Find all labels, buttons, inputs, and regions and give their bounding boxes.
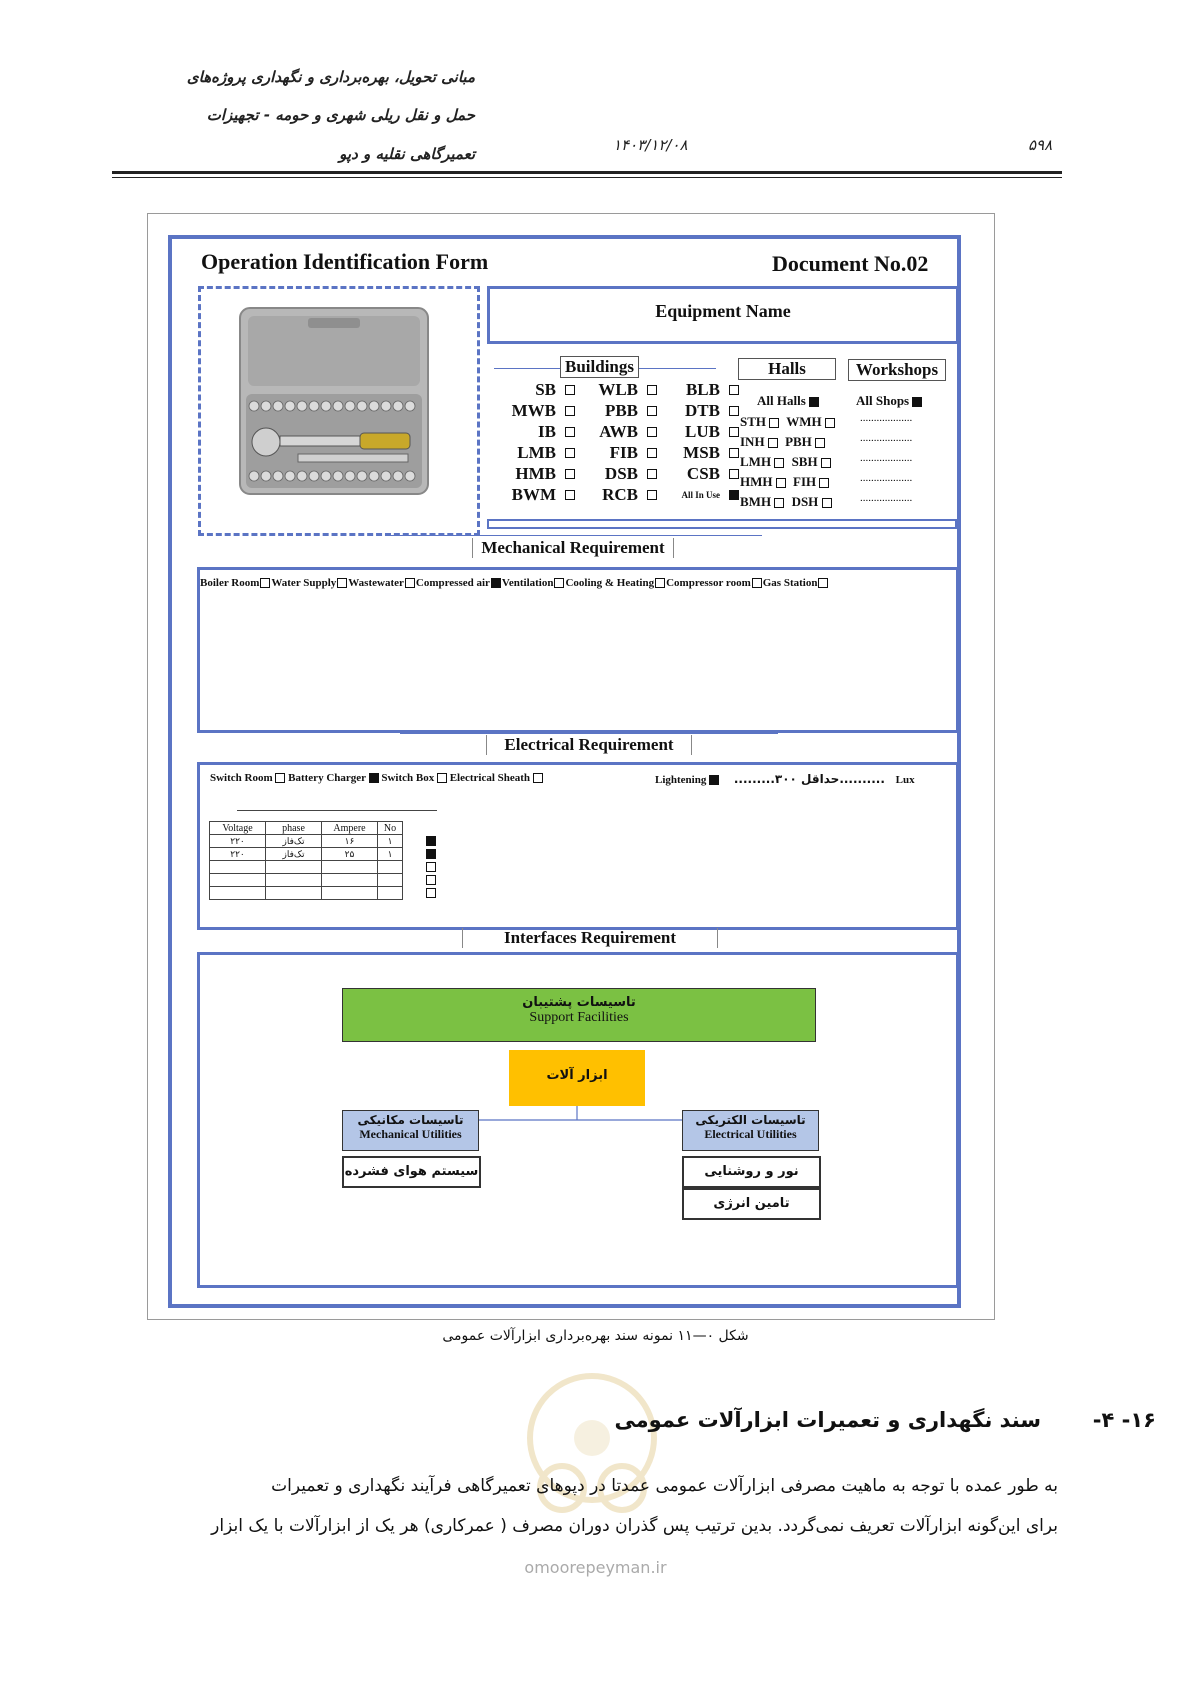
buildings-row	[493, 464, 739, 484]
page-number: ۵۹۸	[1028, 136, 1053, 154]
hall-checkbox[interactable]	[774, 498, 784, 508]
all-shops-label: All Shops	[856, 393, 910, 408]
table-cell: تک‌فاز	[266, 835, 322, 848]
lux-label: Lux	[895, 774, 915, 786]
table-cell	[322, 874, 378, 887]
mechanical-utilities-box	[342, 1110, 479, 1151]
body-paragraph	[112, 1466, 1058, 1546]
mechanical-title-line	[388, 535, 762, 536]
building-checkbox[interactable]	[565, 385, 575, 395]
hall-label: BMH	[740, 494, 772, 509]
buildings-row	[493, 380, 739, 400]
mechanical-title: Mechanical Requirement	[472, 538, 674, 558]
halls-row	[740, 494, 836, 510]
table-cell: ۲۲۰	[210, 848, 266, 861]
building-option	[657, 422, 739, 442]
section-number: ۱۶- ۴-	[1092, 1408, 1156, 1432]
all-halls	[757, 393, 819, 409]
halls-label: Halls	[738, 358, 836, 380]
buildings-row	[493, 485, 739, 505]
hall-checkbox[interactable]	[774, 458, 784, 468]
hall-checkbox[interactable]	[769, 418, 779, 428]
hall-label: LMH	[740, 454, 772, 469]
lighting-box: نور و روشنایی	[682, 1156, 821, 1188]
table-cell: ۲۵	[322, 848, 378, 861]
hall-checkbox[interactable]	[822, 498, 832, 508]
hall-label: STH	[740, 414, 767, 429]
buildings-row	[493, 443, 739, 463]
voltage-row-checkbox[interactable]	[426, 849, 436, 859]
building-checkbox[interactable]	[565, 448, 575, 458]
lightening-value: ..........حداقل ۳۰۰.........	[733, 772, 885, 786]
hall-checkbox[interactable]	[768, 438, 778, 448]
building-label: MWB	[511, 401, 556, 420]
mechanical-option-checkbox[interactable]	[818, 578, 828, 588]
hall-checkbox[interactable]	[825, 418, 835, 428]
building-checkbox[interactable]	[647, 490, 657, 500]
electrical-option-label: Battery Charger	[288, 772, 366, 784]
electrical-option-checkbox[interactable]	[369, 773, 379, 783]
table-cell	[210, 874, 266, 887]
electrical-option-checkbox[interactable]	[275, 773, 285, 783]
table-row	[210, 861, 403, 874]
building-option	[493, 443, 575, 463]
table-cell	[210, 887, 266, 900]
hall-checkbox[interactable]	[815, 438, 825, 448]
building-checkbox[interactable]	[647, 385, 657, 395]
voltage-row-checkbox[interactable]	[426, 836, 436, 846]
building-checkbox[interactable]	[729, 448, 739, 458]
table-cell	[266, 874, 322, 887]
section-heading	[614, 1408, 1156, 1432]
building-option	[493, 401, 575, 421]
table-top-line	[237, 810, 437, 811]
building-checkbox[interactable]	[565, 427, 575, 437]
building-label: DSB	[604, 464, 638, 483]
table-cell	[266, 887, 322, 900]
book-title-line1: مبانی تحویل، بهره‌برداری و نگهداری پروژه‌های	[186, 68, 475, 86]
header-rule-thick	[112, 171, 1062, 174]
electrical-option-checkbox[interactable]	[437, 773, 447, 783]
support-facilities-en: Support Facilities	[529, 1010, 629, 1025]
watermark-url: omoorepeyman.ir	[524, 1558, 667, 1577]
building-option	[657, 464, 739, 484]
halls-row	[740, 434, 829, 450]
support-facilities-fa: تاسیسات پشتیبان	[522, 995, 636, 1010]
mechanical-option-checkbox[interactable]	[554, 578, 564, 588]
table-cell: ۲۲۰	[210, 835, 266, 848]
table-header-cell: No	[378, 822, 403, 835]
building-checkbox[interactable]	[729, 406, 739, 416]
building-option	[493, 485, 575, 505]
building-checkbox[interactable]	[647, 427, 657, 437]
mechanical-option-label: Gas Station	[762, 577, 818, 589]
support-facilities-box	[342, 988, 816, 1042]
halls-row	[740, 454, 835, 470]
mechanical-option-label: Compressed air	[415, 577, 490, 589]
mechanical-option-label: Cooling & Heating	[565, 577, 655, 589]
hall-label: SBH	[791, 454, 818, 469]
table-header-cell: Ampere	[322, 822, 378, 835]
workshop-blank-line: ...................	[860, 412, 913, 424]
section-title: سند نگهداری و تعمیرات ابزارآلات عمومی	[614, 1408, 1041, 1432]
building-option	[575, 401, 657, 421]
building-checkbox[interactable]	[565, 490, 575, 500]
building-checkbox[interactable]	[729, 427, 739, 437]
building-label: SB	[535, 380, 556, 399]
building-checkbox[interactable]	[647, 469, 657, 479]
mechanical-option-checkbox[interactable]	[405, 578, 415, 588]
buildings-row	[493, 422, 739, 442]
hall-checkbox[interactable]	[776, 478, 786, 488]
table-cell	[210, 861, 266, 874]
building-label: DTB	[685, 401, 720, 420]
building-option	[575, 464, 657, 484]
table-cell	[266, 861, 322, 874]
tools-label: ابزار آلات	[546, 1068, 608, 1083]
table-row	[210, 874, 403, 887]
building-checkbox[interactable]	[729, 385, 739, 395]
hall-label: PBH	[785, 434, 812, 449]
header-date: ۱۴۰۳/۱۲/۰۸	[613, 136, 688, 154]
all-halls-checkbox[interactable]	[809, 397, 819, 407]
building-label: IB	[538, 422, 556, 441]
building-checkbox[interactable]	[565, 406, 575, 416]
mechanical-option-checkbox[interactable]	[752, 578, 762, 588]
interfaces-title: Interfaces Requirement	[462, 928, 718, 948]
building-label: LMB	[517, 443, 556, 462]
buildings-row	[493, 401, 739, 421]
voltage-table	[209, 821, 403, 900]
building-label: All In Use	[681, 490, 720, 500]
mechanical-option-label: Water Supply	[271, 577, 337, 589]
voltage-row-checkbox[interactable]	[426, 862, 436, 872]
equipment-info-bottom-bar	[487, 519, 957, 529]
form-title: Operation Identification Form	[201, 249, 489, 274]
table-row	[210, 887, 403, 900]
table-cell: تک‌فاز	[266, 848, 322, 861]
all-shops	[856, 393, 922, 409]
building-option	[575, 380, 657, 400]
building-label: PBB	[604, 401, 638, 420]
building-option	[657, 443, 739, 463]
voltage-row-checkbox[interactable]	[426, 888, 436, 898]
paragraph-line-1: به طور عمده با توجه به ماهیت مصرفی ابزارآلات عمومی عمدتا در دپوهای تعمیرگاهی فرآیند نگهداری و تعمیرات	[271, 1476, 1058, 1496]
electrical-option-checkbox[interactable]	[533, 773, 543, 783]
socket-set-image	[238, 306, 430, 496]
electrical-option-label: Electrical Sheath	[449, 772, 531, 784]
mechanical-option-checkbox[interactable]	[491, 578, 501, 588]
electrical-utilities-fa: تاسیسات الکتریکی	[695, 1113, 806, 1127]
table-header-row	[210, 822, 403, 835]
table-cell	[322, 887, 378, 900]
lightening-checkbox[interactable]	[709, 775, 719, 785]
hall-label: FIH	[793, 474, 817, 489]
lightening-group	[655, 772, 915, 786]
halls-row	[740, 414, 839, 430]
hall-label: DSH	[791, 494, 819, 509]
building-checkbox[interactable]	[647, 406, 657, 416]
building-option	[575, 485, 657, 505]
table-cell: ۱۶	[322, 835, 378, 848]
document-number: Document No.02	[772, 251, 929, 276]
mechanical-utilities-en: Mechanical Utilities	[359, 1127, 462, 1141]
equipment-name-label: Equipment Name	[655, 301, 791, 321]
building-checkbox[interactable]	[565, 469, 575, 479]
tools-box	[509, 1050, 645, 1106]
electrical-option-label: Switch Box	[381, 772, 435, 784]
workshops-label: Workshops	[848, 359, 946, 381]
hall-label: HMH	[740, 474, 773, 489]
building-label: WLB	[598, 380, 638, 399]
paragraph-line-2: برای این‌گونه ابزارآلات تعریف نمی‌گردد. بدین ترتیب پس گذران دوران مصرف ( عمرکاری) هر یک از ابزارآلات با یک ابزار	[211, 1516, 1058, 1536]
building-checkbox[interactable]	[729, 469, 739, 479]
electrical-title-line	[400, 733, 778, 734]
building-label: HMB	[515, 464, 556, 483]
mechanical-utilities-fa: تاسیسات مکانیکی	[357, 1113, 464, 1127]
voltage-row-checkbox[interactable]	[426, 875, 436, 885]
power-supply-box: تامین انرژی	[682, 1188, 821, 1220]
table-row	[210, 848, 403, 861]
mechanical-option-checkbox[interactable]	[655, 578, 665, 588]
table-cell	[322, 861, 378, 874]
hall-label: WMH	[786, 414, 822, 429]
hall-checkbox[interactable]	[819, 478, 829, 488]
building-option	[575, 443, 657, 463]
electrical-option-label: Switch Room	[210, 772, 273, 784]
building-checkbox[interactable]	[647, 448, 657, 458]
electrical-utilities-en: Electrical Utilities	[704, 1127, 797, 1141]
building-option	[493, 464, 575, 484]
mechanical-option-checkbox[interactable]	[337, 578, 347, 588]
book-title-line3: تعمیرگاهی نقلیه و دپو	[339, 145, 475, 163]
electrical-options	[210, 772, 543, 784]
building-label: CSB	[686, 464, 720, 483]
book-title-line2: حمل و نقل ریلی شهری و حومه - تجهیزات	[206, 106, 475, 124]
building-checkbox[interactable]	[729, 490, 739, 500]
table-cell	[378, 887, 403, 900]
building-option	[493, 422, 575, 442]
workshop-blank-line: ...................	[860, 432, 913, 444]
all-halls-label: All Halls	[757, 393, 806, 408]
building-option	[575, 422, 657, 442]
hall-label: INH	[740, 434, 765, 449]
table-header-cell: Voltage	[210, 822, 266, 835]
building-label: AWB	[599, 422, 638, 441]
table-row	[210, 835, 403, 848]
building-label: RCB	[602, 485, 638, 504]
building-option	[493, 380, 575, 400]
halls-row	[740, 474, 833, 490]
workshop-blank-line: ...................	[860, 492, 913, 504]
diagram-connectors	[470, 1106, 690, 1132]
building-option	[657, 401, 739, 421]
mechanical-option-checkbox[interactable]	[260, 578, 270, 588]
lightening-label: Lightening	[655, 774, 707, 786]
building-option	[657, 380, 739, 400]
header-rule-thin	[112, 177, 1062, 178]
all-shops-checkbox[interactable]	[912, 397, 922, 407]
electrical-utilities-box	[682, 1110, 819, 1151]
table-cell	[378, 874, 403, 887]
building-label: BLB	[685, 380, 720, 399]
building-option	[657, 485, 739, 505]
workshop-blank-line: ...................	[860, 452, 913, 464]
buildings-label: Buildings	[560, 356, 639, 378]
building-label: LUB	[685, 422, 720, 441]
compressed-air-system-box: سیستم هوای فشرده	[342, 1156, 481, 1188]
building-label: MSB	[683, 443, 720, 462]
mechanical-options	[200, 577, 829, 589]
building-label: BWM	[511, 485, 556, 504]
building-label: FIB	[609, 443, 638, 462]
table-cell: ۱	[378, 835, 403, 848]
mechanical-option-label: Wastewater	[348, 577, 404, 589]
table-cell	[378, 861, 403, 874]
electrical-title: Electrical Requirement	[486, 735, 692, 755]
table-cell: ۱	[378, 848, 403, 861]
mechanical-option-label: Ventilation	[501, 577, 554, 589]
figure-caption: شکل ۰—۱۱ نمونه سند بهره‌برداری ابزارآلات عمومی	[442, 1328, 749, 1344]
mechanical-option-label: Compressor room	[666, 577, 751, 589]
table-header-cell: phase	[266, 822, 322, 835]
mechanical-box	[197, 567, 959, 733]
workshop-blank-line: ...................	[860, 472, 913, 484]
mechanical-option-label: Boiler Room	[200, 577, 260, 589]
hall-checkbox[interactable]	[821, 458, 831, 468]
